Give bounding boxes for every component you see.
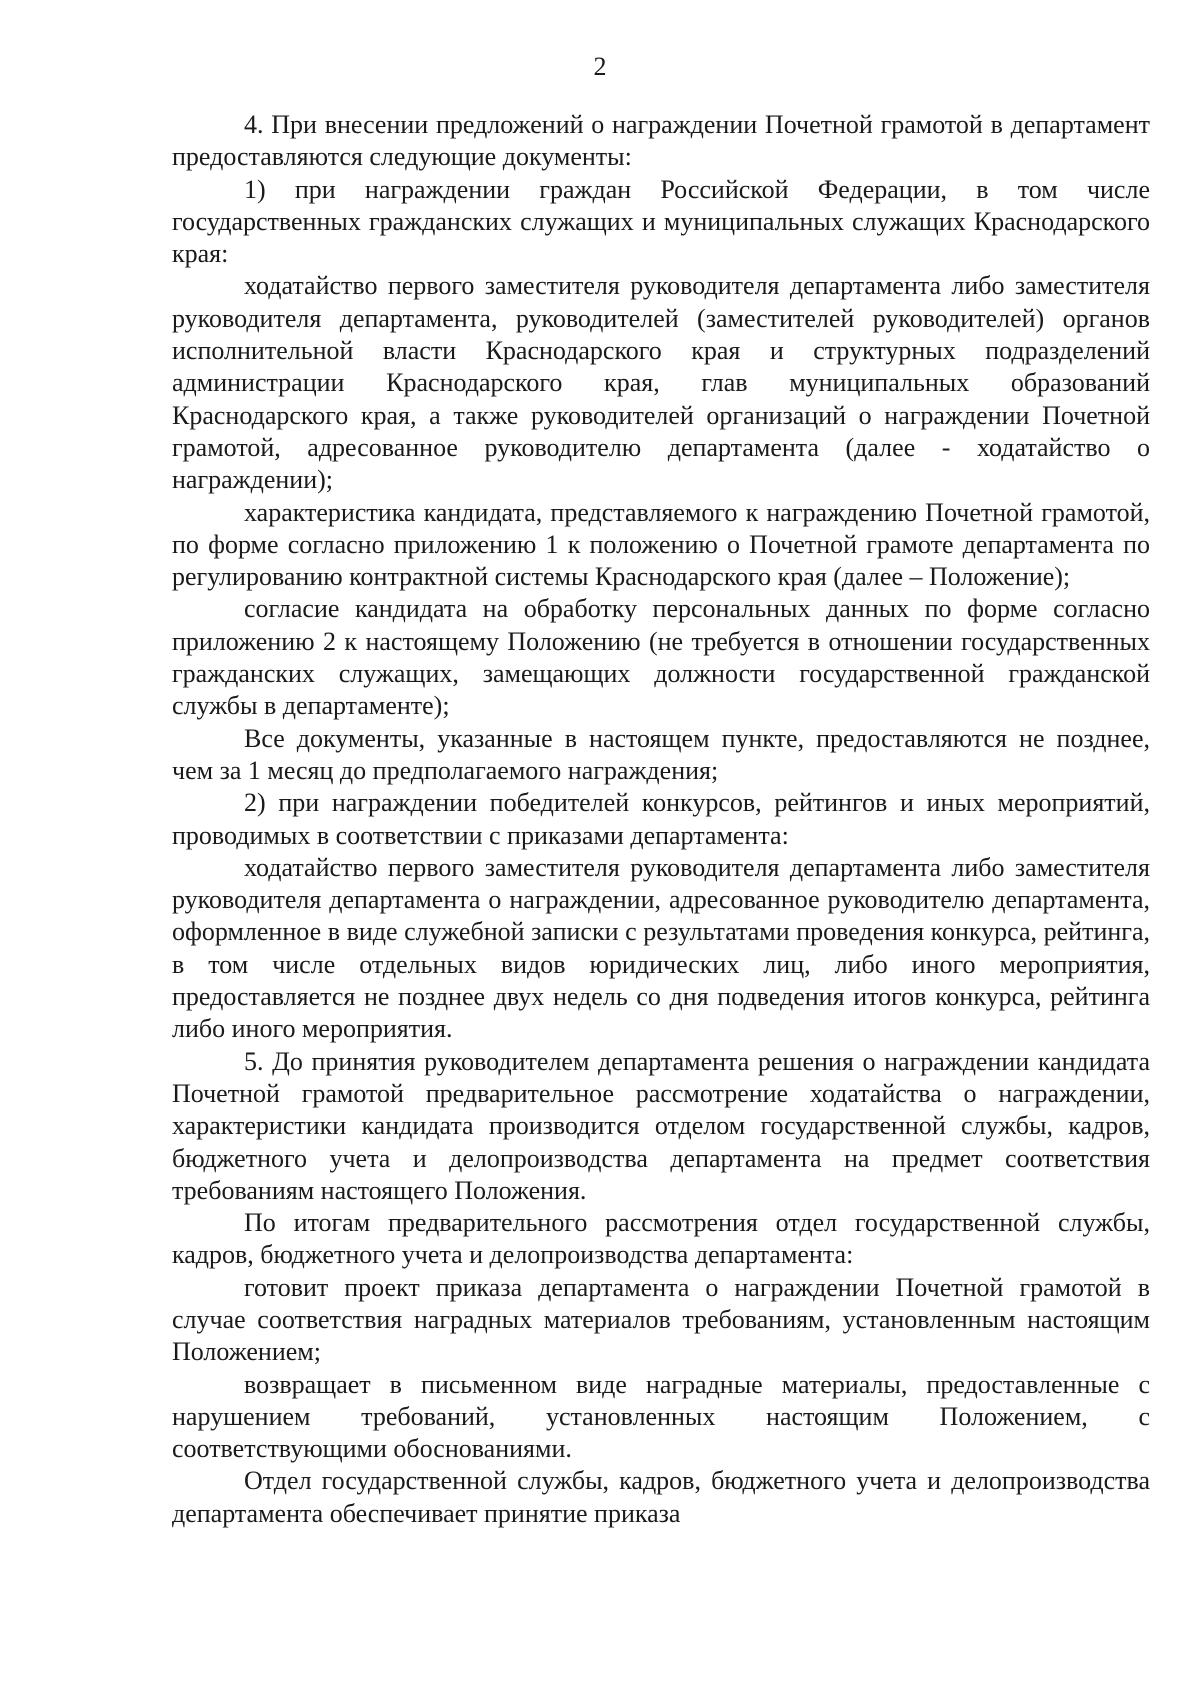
paragraph-consent: согласие кандидата на обработку персональных данных по форме согласно приложению 2 к настоящему Положению (не требуется в отношении государственных гражданских служащих, замещающих должности государственной гражданской службы в департаменте); bbox=[172, 594, 1150, 721]
paragraph-characteristic: характеристика кандидата, представляемого к награждению Почетной грамотой, по форме согласно приложению 1 к положению о Почетной грамоте департамента по регулированию контрактной системы Краснодарского края (далее – Положение); bbox=[172, 497, 1150, 592]
page-number: 2 bbox=[593, 52, 607, 81]
paragraph-subitem-2: 2) при награждении победителей конкурсов, рейтингов и иных мероприятий, проводимых в соответствии с приказами департамента: bbox=[172, 788, 1150, 850]
paragraph-item-5: 5. До принятия руководителем департамента решения о награждении кандидата Почетной грамотой предварительное рассмотрение ходатайства о награждении, характеристики кандидата производится отделом государственной службы, кадров, бюджетного учета и делопроизводства департамента на предмет соответствия требованиям настоящего Положения. bbox=[172, 1046, 1150, 1205]
paragraph-review-results: По итогам предварительного рассмотрения отдел государственной службы, кадров, бюджетного учета и делопроизводства департамента: bbox=[172, 1208, 1150, 1270]
document-body bbox=[172, 109, 1150, 1530]
paragraph-contest-petition: ходатайство первого заместителя руководителя департамента либо заместителя руководителя департамента о награждении, адресованное руководителю департамента, оформленное в виде служебной записки с результатами проведения конкурса, рейтинга, в том числе отдельных видов юридических лиц, либо иного мероприятия, предоставляется не позднее двух недель со дня подведения итогов конкурса, рейтинга либо иного мероприятия. bbox=[172, 852, 1150, 1044]
paragraph-subitem-1: 1) при награждении граждан Российской Федерации, в том числе государственных гражданских служащих и муниципальных служащих Краснодарского края: bbox=[172, 174, 1150, 269]
paragraph-deadline: Все документы, указанные в настоящем пункте, предоставляются не позднее, чем за 1 месяц до предполагаемого награждения; bbox=[172, 723, 1150, 785]
paragraph-department-ensures: Отдел государственной службы, кадров, бюджетного учета и делопроизводства департамента обеспечивает принятие приказа bbox=[172, 1466, 1150, 1528]
paragraph-item-4: 4. При внесении предложений о награждении Почетной грамотой в департамент предоставляются следующие документы: bbox=[172, 110, 1150, 172]
paragraph-return-materials: возвращает в письменном виде наградные материалы, предоставленные с нарушением требований, установленных настоящим Положением, с соответствующими обоснованиями. bbox=[172, 1369, 1150, 1464]
paragraph-petition: ходатайство первого заместителя руководителя департамента либо заместителя руководителя департамента, руководителей (заместителей руководителей) органов исполнительной власти Краснодарского края и структурных подразделений администрации Краснодарского края, глав муниципальных образований Краснодарского края, а также руководителей организаций о награждении Почетной грамотой, адресованное руководителю департамента (далее - ходатайство о награждении); bbox=[172, 271, 1150, 495]
paragraph-prepare-order: готовит проект приказа департамента о награждении Почетной грамотой в случае соответствия наградных материалов требованиям, установленным настоящим Положением; bbox=[172, 1272, 1150, 1367]
